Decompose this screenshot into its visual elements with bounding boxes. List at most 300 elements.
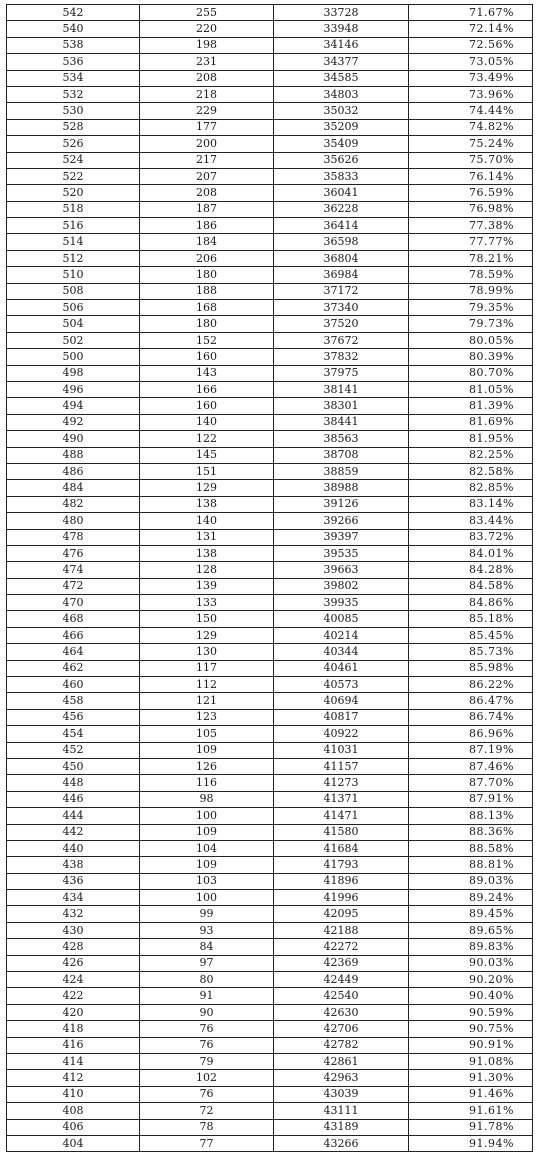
cumulative-count-cell: 38988 [274, 480, 409, 496]
cumulative-count-cell: 37672 [274, 332, 409, 348]
count-cell: 99 [140, 906, 274, 922]
count-cell: 217 [140, 152, 274, 168]
cumulative-percent-cell: 76.59% [409, 185, 533, 201]
cumulative-count-cell: 39126 [274, 496, 409, 512]
table-row [7, 103, 533, 119]
table-row [7, 496, 533, 512]
count-cell: 128 [140, 562, 274, 578]
count-cell: 138 [140, 496, 274, 512]
count-cell: 100 [140, 890, 274, 906]
cumulative-percent-cell: 78.59% [409, 267, 533, 283]
cumulative-percent-cell: 91.61% [409, 1103, 533, 1119]
score-cell: 526 [7, 136, 140, 152]
cumulative-count-cell: 34377 [274, 54, 409, 70]
cumulative-count-cell: 42630 [274, 1004, 409, 1020]
table-row [7, 349, 533, 365]
score-cell: 434 [7, 890, 140, 906]
score-cell: 500 [7, 349, 140, 365]
count-cell: 98 [140, 791, 274, 807]
score-cell: 430 [7, 922, 140, 938]
cumulative-percent-cell: 78.21% [409, 250, 533, 266]
cumulative-percent-cell: 85.45% [409, 627, 533, 643]
table-row [7, 1004, 533, 1020]
cumulative-percent-cell: 90.40% [409, 988, 533, 1004]
cumulative-percent-cell: 85.73% [409, 644, 533, 660]
table-row [7, 709, 533, 725]
table-row [7, 758, 533, 774]
cumulative-count-cell: 39802 [274, 578, 409, 594]
cumulative-count-cell: 40085 [274, 611, 409, 627]
score-cell: 456 [7, 709, 140, 725]
cumulative-count-cell: 38301 [274, 398, 409, 414]
score-cell: 484 [7, 480, 140, 496]
score-cell: 514 [7, 234, 140, 250]
count-cell: 208 [140, 185, 274, 201]
score-cell: 522 [7, 168, 140, 184]
cumulative-count-cell: 42861 [274, 1054, 409, 1070]
score-cell: 490 [7, 431, 140, 447]
cumulative-count-cell: 33728 [274, 5, 409, 21]
table-row [7, 86, 533, 102]
cumulative-percent-cell: 86.22% [409, 677, 533, 693]
table-row [7, 578, 533, 594]
cumulative-percent-cell: 88.58% [409, 840, 533, 856]
table-row [7, 562, 533, 578]
cumulative-percent-cell: 89.83% [409, 939, 533, 955]
cumulative-count-cell: 42963 [274, 1070, 409, 1086]
cumulative-count-cell: 37172 [274, 283, 409, 299]
table-row [7, 1021, 533, 1037]
count-cell: 100 [140, 808, 274, 824]
cumulative-percent-cell: 87.19% [409, 742, 533, 758]
cumulative-percent-cell: 80.70% [409, 365, 533, 381]
cumulative-count-cell: 38563 [274, 431, 409, 447]
count-cell: 80 [140, 972, 274, 988]
score-cell: 474 [7, 562, 140, 578]
cumulative-count-cell: 41996 [274, 890, 409, 906]
count-cell: 90 [140, 1004, 274, 1020]
table-row [7, 857, 533, 873]
score-cell: 524 [7, 152, 140, 168]
cumulative-count-cell: 38441 [274, 414, 409, 430]
count-cell: 76 [140, 1086, 274, 1102]
table-row [7, 955, 533, 971]
cumulative-count-cell: 34585 [274, 70, 409, 86]
cumulative-percent-cell: 89.65% [409, 922, 533, 938]
score-cell: 422 [7, 988, 140, 1004]
score-cell: 470 [7, 595, 140, 611]
table-row [7, 365, 533, 381]
table-row [7, 185, 533, 201]
count-cell: 184 [140, 234, 274, 250]
cumulative-count-cell: 41684 [274, 840, 409, 856]
count-cell: 76 [140, 1021, 274, 1037]
score-cell: 532 [7, 86, 140, 102]
cumulative-percent-cell: 73.49% [409, 70, 533, 86]
cumulative-percent-cell: 81.05% [409, 381, 533, 397]
cumulative-count-cell: 39535 [274, 545, 409, 561]
cumulative-percent-cell: 83.14% [409, 496, 533, 512]
score-cell: 516 [7, 218, 140, 234]
score-cell: 416 [7, 1037, 140, 1053]
cumulative-percent-cell: 79.35% [409, 300, 533, 316]
cumulative-percent-cell: 84.58% [409, 578, 533, 594]
cumulative-percent-cell: 84.86% [409, 595, 533, 611]
count-cell: 72 [140, 1103, 274, 1119]
count-cell: 77 [140, 1135, 274, 1151]
score-cell: 438 [7, 857, 140, 873]
cumulative-count-cell: 36598 [274, 234, 409, 250]
table-row [7, 37, 533, 53]
cumulative-count-cell: 37520 [274, 316, 409, 332]
score-cell: 432 [7, 906, 140, 922]
table-row [7, 1119, 533, 1135]
count-cell: 104 [140, 840, 274, 856]
count-cell: 133 [140, 595, 274, 611]
cumulative-count-cell: 42095 [274, 906, 409, 922]
cumulative-count-cell: 42706 [274, 1021, 409, 1037]
count-cell: 76 [140, 1037, 274, 1053]
cumulative-percent-cell: 79.73% [409, 316, 533, 332]
cumulative-percent-cell: 74.44% [409, 103, 533, 119]
table-row [7, 152, 533, 168]
cumulative-count-cell: 34146 [274, 37, 409, 53]
cumulative-count-cell: 40694 [274, 693, 409, 709]
cumulative-count-cell: 43039 [274, 1086, 409, 1102]
score-cell: 508 [7, 283, 140, 299]
cumulative-percent-cell: 86.74% [409, 709, 533, 725]
cumulative-count-cell: 35626 [274, 152, 409, 168]
cumulative-count-cell: 40344 [274, 644, 409, 660]
cumulative-percent-cell: 81.95% [409, 431, 533, 447]
table-row [7, 840, 533, 856]
score-cell: 420 [7, 1004, 140, 1020]
score-cell: 418 [7, 1021, 140, 1037]
cumulative-count-cell: 37832 [274, 349, 409, 365]
cumulative-count-cell: 39935 [274, 595, 409, 611]
cumulative-count-cell: 39397 [274, 529, 409, 545]
count-cell: 109 [140, 824, 274, 840]
score-cell: 540 [7, 21, 140, 37]
cumulative-percent-cell: 90.75% [409, 1021, 533, 1037]
count-cell: 109 [140, 742, 274, 758]
cumulative-count-cell: 40573 [274, 677, 409, 693]
score-cell: 424 [7, 972, 140, 988]
cumulative-count-cell: 40461 [274, 660, 409, 676]
table-row [7, 1054, 533, 1070]
cumulative-percent-cell: 81.69% [409, 414, 533, 430]
cumulative-count-cell: 35409 [274, 136, 409, 152]
score-cell: 460 [7, 677, 140, 693]
score-cell: 452 [7, 742, 140, 758]
score-cell: 410 [7, 1086, 140, 1102]
cumulative-percent-cell: 88.13% [409, 808, 533, 824]
score-cell: 506 [7, 300, 140, 316]
count-cell: 123 [140, 709, 274, 725]
table-row [7, 136, 533, 152]
table-row [7, 824, 533, 840]
cumulative-count-cell: 43111 [274, 1103, 409, 1119]
cumulative-count-cell: 42449 [274, 972, 409, 988]
score-cell: 538 [7, 37, 140, 53]
table-row [7, 627, 533, 643]
table-row [7, 5, 533, 21]
cumulative-percent-cell: 86.96% [409, 726, 533, 742]
score-cell: 510 [7, 267, 140, 283]
cumulative-percent-cell: 74.82% [409, 119, 533, 135]
score-cell: 494 [7, 398, 140, 414]
score-cell: 428 [7, 939, 140, 955]
cumulative-count-cell: 42272 [274, 939, 409, 955]
count-cell: 121 [140, 693, 274, 709]
score-cell: 528 [7, 119, 140, 135]
score-cell: 468 [7, 611, 140, 627]
cumulative-percent-cell: 85.98% [409, 660, 533, 676]
count-cell: 139 [140, 578, 274, 594]
cumulative-percent-cell: 76.98% [409, 201, 533, 217]
table-row [7, 775, 533, 791]
table-row [7, 168, 533, 184]
cumulative-percent-cell: 72.14% [409, 21, 533, 37]
cumulative-percent-cell: 82.25% [409, 447, 533, 463]
table-row [7, 890, 533, 906]
count-cell: 105 [140, 726, 274, 742]
count-cell: 109 [140, 857, 274, 873]
count-cell: 198 [140, 37, 274, 53]
count-cell: 218 [140, 86, 274, 102]
count-cell: 177 [140, 119, 274, 135]
cumulative-percent-cell: 89.24% [409, 890, 533, 906]
score-cell: 462 [7, 660, 140, 676]
cumulative-count-cell: 41471 [274, 808, 409, 824]
table-row [7, 332, 533, 348]
cumulative-count-cell: 41793 [274, 857, 409, 873]
cumulative-count-cell: 40817 [274, 709, 409, 725]
cumulative-count-cell: 38141 [274, 381, 409, 397]
cumulative-percent-cell: 84.28% [409, 562, 533, 578]
count-cell: 130 [140, 644, 274, 660]
table-row [7, 463, 533, 479]
cumulative-percent-cell: 85.18% [409, 611, 533, 627]
cumulative-percent-cell: 91.08% [409, 1054, 533, 1070]
count-cell: 140 [140, 414, 274, 430]
table-row [7, 742, 533, 758]
cumulative-percent-cell: 91.30% [409, 1070, 533, 1086]
cumulative-percent-cell: 86.47% [409, 693, 533, 709]
count-cell: 166 [140, 381, 274, 397]
score-cell: 520 [7, 185, 140, 201]
score-cell: 534 [7, 70, 140, 86]
score-cell: 486 [7, 463, 140, 479]
score-cell: 496 [7, 381, 140, 397]
cumulative-count-cell: 34803 [274, 86, 409, 102]
table-row [7, 250, 533, 266]
count-cell: 200 [140, 136, 274, 152]
cumulative-percent-cell: 88.81% [409, 857, 533, 873]
count-cell: 207 [140, 168, 274, 184]
cumulative-percent-cell: 75.70% [409, 152, 533, 168]
count-cell: 131 [140, 529, 274, 545]
cumulative-percent-cell: 87.70% [409, 775, 533, 791]
count-cell: 91 [140, 988, 274, 1004]
cumulative-count-cell: 38859 [274, 463, 409, 479]
count-cell: 140 [140, 513, 274, 529]
table-row [7, 21, 533, 37]
table-row [7, 267, 533, 283]
table-row [7, 1070, 533, 1086]
score-cell: 442 [7, 824, 140, 840]
count-cell: 79 [140, 1054, 274, 1070]
cumulative-count-cell: 41896 [274, 873, 409, 889]
cumulative-count-cell: 43189 [274, 1119, 409, 1135]
count-cell: 145 [140, 447, 274, 463]
score-cell: 444 [7, 808, 140, 824]
count-cell: 187 [140, 201, 274, 217]
table-row [7, 791, 533, 807]
table-row [7, 611, 533, 627]
cumulative-count-cell: 39663 [274, 562, 409, 578]
table-row [7, 726, 533, 742]
cumulative-count-cell: 36804 [274, 250, 409, 266]
count-cell: 206 [140, 250, 274, 266]
cumulative-percent-cell: 73.05% [409, 54, 533, 70]
score-cell: 466 [7, 627, 140, 643]
cumulative-percent-cell: 83.44% [409, 513, 533, 529]
score-cell: 504 [7, 316, 140, 332]
cumulative-percent-cell: 91.78% [409, 1119, 533, 1135]
count-cell: 84 [140, 939, 274, 955]
cumulative-percent-cell: 80.05% [409, 332, 533, 348]
score-cell: 472 [7, 578, 140, 594]
cumulative-count-cell: 43266 [274, 1135, 409, 1151]
count-cell: 102 [140, 1070, 274, 1086]
table-row [7, 1086, 533, 1102]
score-cell: 464 [7, 644, 140, 660]
count-cell: 255 [140, 5, 274, 21]
cumulative-count-cell: 40922 [274, 726, 409, 742]
count-cell: 231 [140, 54, 274, 70]
score-cell: 406 [7, 1119, 140, 1135]
score-cell: 458 [7, 693, 140, 709]
table-row [7, 234, 533, 250]
cumulative-percent-cell: 87.46% [409, 758, 533, 774]
cumulative-count-cell: 41371 [274, 791, 409, 807]
score-cell: 512 [7, 250, 140, 266]
cumulative-count-cell: 35032 [274, 103, 409, 119]
table-row [7, 1135, 533, 1151]
table-row [7, 381, 533, 397]
table-row [7, 906, 533, 922]
cumulative-percent-cell: 76.14% [409, 168, 533, 184]
score-cell: 530 [7, 103, 140, 119]
table-row [7, 283, 533, 299]
cumulative-percent-cell: 71.67% [409, 5, 533, 21]
count-cell: 152 [140, 332, 274, 348]
score-cell: 536 [7, 54, 140, 70]
count-cell: 117 [140, 660, 274, 676]
score-cell: 498 [7, 365, 140, 381]
count-cell: 180 [140, 316, 274, 332]
count-cell: 208 [140, 70, 274, 86]
count-cell: 220 [140, 21, 274, 37]
score-cell: 450 [7, 758, 140, 774]
table-row [7, 1103, 533, 1119]
cumulative-count-cell: 36228 [274, 201, 409, 217]
cumulative-percent-cell: 72.56% [409, 37, 533, 53]
count-cell: 112 [140, 677, 274, 693]
cumulative-percent-cell: 82.85% [409, 480, 533, 496]
score-cell: 440 [7, 840, 140, 856]
count-cell: 97 [140, 955, 274, 971]
table-row [7, 677, 533, 693]
count-cell: 188 [140, 283, 274, 299]
table-row [7, 693, 533, 709]
count-cell: 151 [140, 463, 274, 479]
score-cell: 448 [7, 775, 140, 791]
table-row [7, 316, 533, 332]
score-cell: 492 [7, 414, 140, 430]
table-row [7, 300, 533, 316]
cumulative-percent-cell: 90.91% [409, 1037, 533, 1053]
score-cell: 478 [7, 529, 140, 545]
score-cell: 426 [7, 955, 140, 971]
count-cell: 129 [140, 480, 274, 496]
cumulative-percent-cell: 87.91% [409, 791, 533, 807]
cumulative-percent-cell: 75.24% [409, 136, 533, 152]
table-row [7, 939, 533, 955]
count-cell: 138 [140, 545, 274, 561]
cumulative-count-cell: 42188 [274, 922, 409, 938]
score-cell: 412 [7, 1070, 140, 1086]
cumulative-count-cell: 37975 [274, 365, 409, 381]
cumulative-percent-cell: 91.94% [409, 1135, 533, 1151]
count-cell: 229 [140, 103, 274, 119]
score-cell: 488 [7, 447, 140, 463]
cumulative-count-cell: 41273 [274, 775, 409, 791]
score-cell: 542 [7, 5, 140, 21]
count-cell: 116 [140, 775, 274, 791]
table-row [7, 644, 533, 660]
score-cell: 454 [7, 726, 140, 742]
count-cell: 78 [140, 1119, 274, 1135]
count-cell: 93 [140, 922, 274, 938]
count-cell: 103 [140, 873, 274, 889]
score-cell: 414 [7, 1054, 140, 1070]
table-body [7, 5, 533, 1152]
cumulative-percent-cell: 77.38% [409, 218, 533, 234]
cumulative-count-cell: 42369 [274, 955, 409, 971]
cumulative-count-cell: 37340 [274, 300, 409, 316]
table-row [7, 595, 533, 611]
table-row [7, 808, 533, 824]
table-row [7, 1037, 533, 1053]
table-row [7, 480, 533, 496]
table-row [7, 873, 533, 889]
table-row [7, 447, 533, 463]
table-row [7, 201, 533, 217]
cumulative-count-cell: 38708 [274, 447, 409, 463]
cumulative-count-cell: 36984 [274, 267, 409, 283]
table-row [7, 54, 533, 70]
count-cell: 168 [140, 300, 274, 316]
cumulative-count-cell: 33948 [274, 21, 409, 37]
cumulative-percent-cell: 77.77% [409, 234, 533, 250]
cumulative-count-cell: 42782 [274, 1037, 409, 1053]
cumulative-percent-cell: 84.01% [409, 545, 533, 561]
count-cell: 126 [140, 758, 274, 774]
count-cell: 160 [140, 398, 274, 414]
cumulative-percent-cell: 90.59% [409, 1004, 533, 1020]
